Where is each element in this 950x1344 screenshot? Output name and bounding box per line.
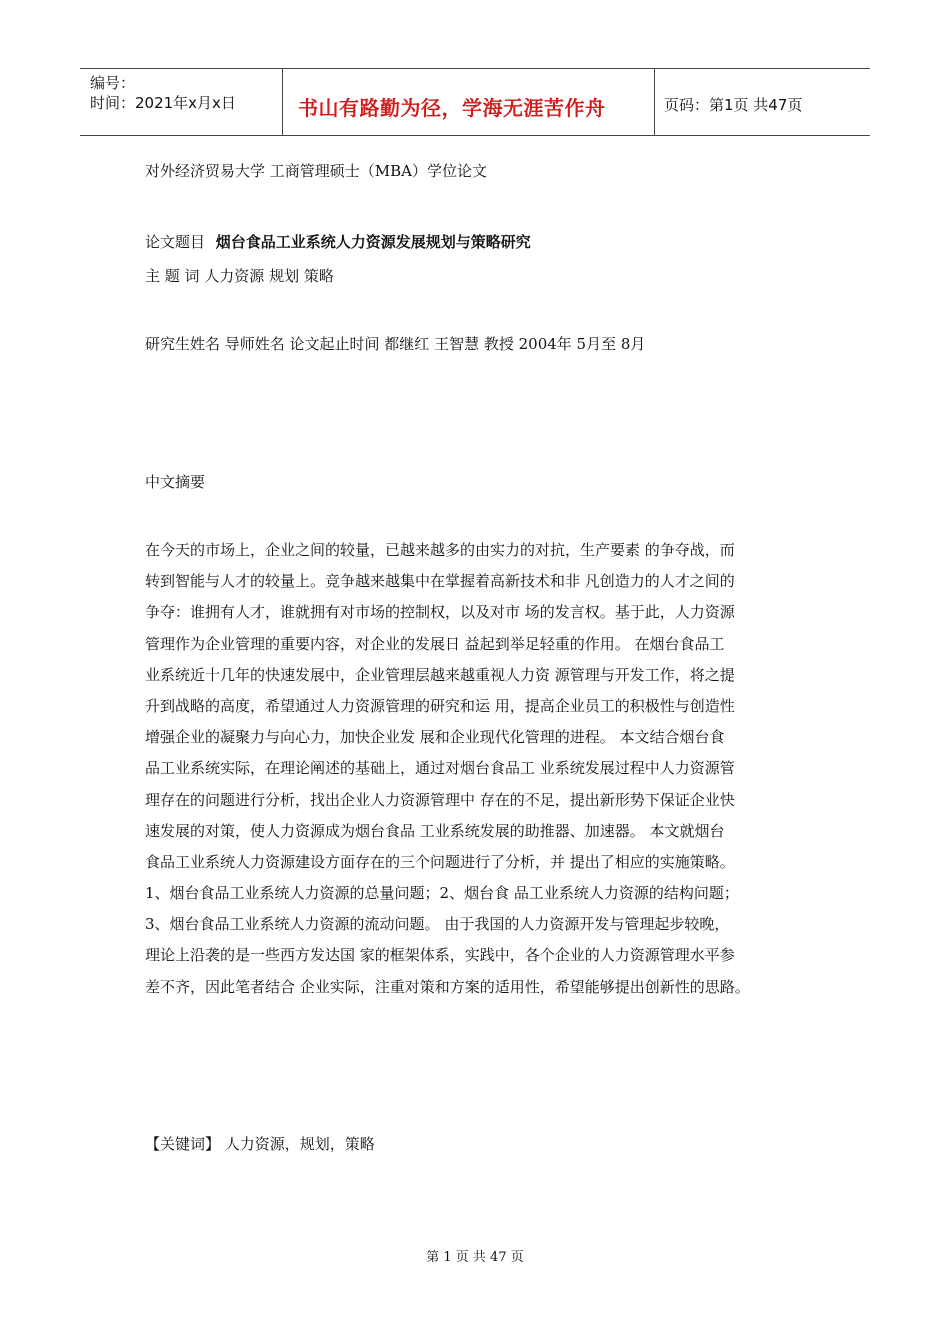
header-divider-left — [282, 68, 283, 136]
abstract-line: 理存在的问题进行分析，找出企业人力资源管理中 存在的不足，提出新形势下保证企业快 — [145, 790, 735, 809]
header-top-rule — [80, 68, 870, 69]
abstract-line: 管理作为企业管理的重要内容，对企业的发展日 益起到举足轻重的作用。 在烟台食品工 — [145, 634, 725, 653]
abstract-line: 升到战略的高度，希望通过人力资源管理的研究和运 用，提高企业员工的积极性与创造性 — [145, 696, 735, 715]
abstract-heading: 中文摘要 — [145, 473, 206, 491]
abstract-line: 转到智能与人才的较量上。竞争越来越集中在掌握着高新技术和非 凡创造力的人才之间的 — [145, 572, 735, 591]
author-info-line: 研究生姓名 导师姓名 论文起止时间 都继红 王智慧 教授 2004年 5月至 8月 — [145, 335, 646, 353]
institution-line: 对外经济贸易大学 工商管理硕士（MBA）学位论文 — [145, 162, 487, 180]
abstract-line: 差不齐，因此笔者结合 企业实际，注重对策和方案的适用性，希望能够提出创新性的思路。 — [145, 977, 750, 996]
abstract-line: 3、烟台食品工业系统人力资源的流动问题。 由于我国的人力资源开发与管理起步较晚， — [145, 915, 730, 934]
abstract-line: 业系统近十几年的快速发展中，企业管理层越来越重视人力资 源管理与开发工作，将之提 — [145, 665, 735, 684]
header-number-label: 编号： — [90, 74, 136, 92]
abstract-line: 速发展的对策，使人力资源成为烟台食品 工业系统发展的助推器、加速器。 本文就烟台 — [145, 821, 725, 840]
thesis-title-label: 论文题目 — [145, 233, 206, 251]
abstract-body — [145, 540, 750, 1008]
abstract-line: 食品工业系统人力资源建设方面存在的三个问题进行了分析，并 提出了相应的实施策略。 — [145, 852, 735, 871]
thesis-title-row — [145, 232, 531, 252]
header-time-label: 时间：2021年x月x日 — [90, 94, 236, 112]
abstract-line: 增强企业的凝聚力与向心力，加快企业发 展和企业现代化管理的进程。 本文结合烟台食 — [145, 728, 725, 747]
abstract-line: 理论上沿袭的是一些西方发达国 家的框架体系，实践中，各个企业的人力资源管理水平参 — [145, 946, 735, 965]
abstract-line: 品工业系统实际，在理论阐述的基础上，通过对烟台食品工 业系统发展过程中人力资源管 — [145, 759, 735, 778]
subject-words-line: 主 题 词 人力资源 规划 策略 — [145, 267, 334, 285]
page-footer: 第 1 页 共 47 页 — [426, 1250, 524, 1265]
thesis-title: 烟台食品工业系统人力资源发展规划与策略研究 — [215, 233, 531, 251]
header-bottom-rule — [80, 135, 870, 136]
abstract-line: 1、烟台食品工业系统人力资源的总量问题；2、烟台食 品工业系统人力资源的结构问题； — [145, 884, 739, 903]
header-divider-right — [654, 68, 655, 136]
header-page-label: 页码：第1页 共47页 — [664, 96, 803, 114]
header-motto: 书山有路勤为径，学海无涯苦作舟 — [298, 96, 606, 120]
abstract-line: 争夺：谁拥有人才，谁就拥有对市场的控制权，以及对市 场的发言权。基于此，人力资源 — [145, 603, 735, 622]
abstract-line: 在今天的市场上，企业之间的较量，已越来越多的由实力的对抗，生产要素 的争夺战，而 — [145, 541, 735, 559]
keywords-line: 【关键词】 人力资源，规划，策略 — [145, 1135, 375, 1153]
